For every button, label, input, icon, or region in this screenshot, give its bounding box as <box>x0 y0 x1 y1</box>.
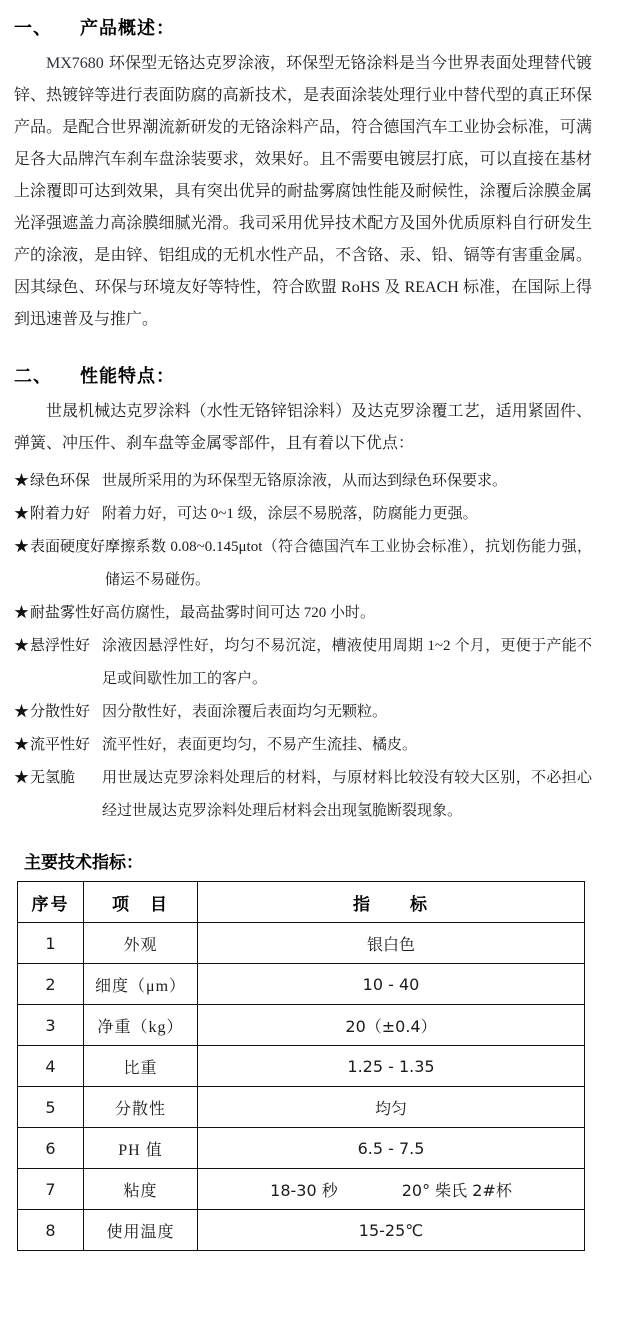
table-row <box>18 1169 585 1210</box>
product-model: MX7680 <box>46 55 104 72</box>
feature-label <box>14 762 102 795</box>
feature-label <box>14 729 102 762</box>
feature-label <box>14 630 102 663</box>
star-icon: ★ <box>14 539 30 555</box>
row-item: 使用温度 <box>84 1210 198 1251</box>
header-indicator: 指 标 <box>198 882 585 923</box>
row-value: 18-30 秒 20° 柴氏 2#杯 <box>198 1169 585 1210</box>
section-2-title: 性能特点： <box>80 366 175 386</box>
table-row <box>18 1005 585 1046</box>
feature-label <box>14 498 102 531</box>
star-icon: ★ <box>14 473 30 489</box>
table-row <box>18 1210 585 1251</box>
row-no: 2 <box>18 964 84 1005</box>
header-item: 项 目 <box>84 882 198 923</box>
section-1-number: 一、 <box>14 18 52 38</box>
row-item: 粘度 <box>84 1169 198 1210</box>
row-item: 净重（kg） <box>84 1005 198 1046</box>
row-value: 15-25℃ <box>198 1210 585 1251</box>
feature-text: 用世晟达克罗涂料处理后的材料，与原材料比较没有较大区别，不必担心经过世晟达克罗涂料处理后材料会出现氢脆断裂现象。 <box>102 770 592 819</box>
row-value: 1.25 - 1.35 <box>198 1046 585 1087</box>
feature-item-adhesion <box>14 498 592 531</box>
feature-text: 摩擦系数 0.08~0.145μtot（符合德国汽车工业协会标准），抗划伤能力强，储运不易碰伤。 <box>105 539 592 588</box>
row-item: 比重 <box>84 1046 198 1087</box>
table-row <box>18 1087 585 1128</box>
feature-label-text: 分散性好 <box>30 704 91 720</box>
feature-item-leveling <box>14 729 592 762</box>
feature-label-text: 表面硬度好 <box>30 539 106 555</box>
star-icon: ★ <box>14 605 30 621</box>
feature-label-text: 悬浮性好 <box>30 638 91 654</box>
feature-label-text: 绿色环保 <box>30 473 91 489</box>
row-item: 细度（μm） <box>84 964 198 1005</box>
feature-text: 高仿腐性，最高盐雾时间可达 720 小时。 <box>105 605 376 621</box>
row-value: 均匀 <box>198 1087 585 1128</box>
feature-item-no-hydrogen-embrittlement <box>14 762 592 828</box>
section-2-paragraph: 世晟机械达克罗涂料（水性无铬锌铝涂料）及达克罗涂覆工艺，适用紧固件、弹簧、冲压件、刹车盘等金属零部件，且有着以下优点： <box>14 403 592 452</box>
star-icon: ★ <box>14 638 30 654</box>
feature-item-salt-spray <box>14 597 592 630</box>
section-2-number: 二、 <box>14 366 52 386</box>
feature-label <box>14 597 105 630</box>
row-no: 1 <box>18 923 84 964</box>
table-row <box>18 1046 585 1087</box>
feature-text: 涂液因悬浮性好，均匀不易沉淀，槽液使用周期 1~2 个月，更便于产能不足或间歇性加工的客户。 <box>102 638 592 687</box>
section-1-paragraph-text: 环保型无铬达克罗涂液，环保型无铬涂料是当今世界表面处理替代镀锌、热镀锌等进行表面防腐的高新技术，是表面涂装处理行业中替代型的真正环保产品。是配合世界潮流新研发的无铬涂料产品，符合德国汽车工业协会标准，可满足各大品牌汽车刹车盘涂装要求，效果好。且不需要电镀层打底，可以直接在基材上涂覆即可达到效果，具有突出优异的耐盐雾腐蚀性能及耐候性，涂覆后涂膜金属光泽强遮盖力高涂膜细腻光滑。我司采用优异技术配方及国外优质原料自行研发生产的涂液，是由锌、铝组成的无机水性产品，不含铬、汞、铅、镉等有害重金属。因其绿色、环保与环境友好等特性，符合欧盟 RoHS 及 REACH 标准，在国际上得到迅速普及与推广。 <box>14 55 592 328</box>
row-value: 6.5 - 7.5 <box>198 1128 585 1169</box>
table-header-row <box>18 882 585 923</box>
feature-text: 因分散性好，表面涂覆后表面均匀无颗粒。 <box>102 704 388 720</box>
feature-label <box>14 465 102 498</box>
tech-indicators-title: 主要技术指标： <box>24 853 143 872</box>
row-value: 10 - 40 <box>198 964 585 1005</box>
section-2-heading <box>14 362 592 388</box>
table-row <box>18 923 585 964</box>
row-no: 4 <box>18 1046 84 1087</box>
feature-text: 世晟所采用的为环保型无铬原涂液，从而达到绿色环保要求。 <box>102 473 508 489</box>
feature-label <box>14 531 105 564</box>
feature-label-text: 耐盐雾性好 <box>30 605 106 621</box>
star-icon: ★ <box>14 770 30 786</box>
feature-label <box>14 696 102 729</box>
tech-indicators-table <box>17 881 585 1251</box>
feature-text: 流平性好，表面更均匀，不易产生流挂、橘皮。 <box>102 737 418 753</box>
feature-label-text: 附着力好 <box>30 506 91 522</box>
star-icon: ★ <box>14 737 30 753</box>
row-value: 20（±0.4） <box>198 1005 585 1046</box>
row-item: 外观 <box>84 923 198 964</box>
row-no: 7 <box>18 1169 84 1210</box>
row-value: 银白色 <box>198 923 585 964</box>
feature-text: 附着力好，可达 0~1 级，涂层不易脱落，防腐能力更强。 <box>102 506 478 522</box>
star-icon: ★ <box>14 506 30 522</box>
row-item: 分散性 <box>84 1087 198 1128</box>
row-no: 3 <box>18 1005 84 1046</box>
row-no: 6 <box>18 1128 84 1169</box>
feature-item-hardness <box>14 531 592 597</box>
feature-label-text: 流平性好 <box>30 737 91 753</box>
row-no: 8 <box>18 1210 84 1251</box>
feature-item-suspension <box>14 630 592 696</box>
feature-item-green <box>14 465 592 498</box>
table-row <box>18 1128 585 1169</box>
row-no: 5 <box>18 1087 84 1128</box>
star-icon: ★ <box>14 704 30 720</box>
row-item: PH 值 <box>84 1128 198 1169</box>
feature-label-text: 无氢脆 <box>30 770 76 786</box>
header-serial-number: 序号 <box>18 882 84 923</box>
table-row <box>18 964 585 1005</box>
section-1-paragraph <box>14 48 592 336</box>
feature-item-dispersion <box>14 696 592 729</box>
section-1-heading <box>14 14 592 40</box>
feature-list <box>14 465 592 828</box>
section-1-title: 产品概述： <box>80 18 175 38</box>
